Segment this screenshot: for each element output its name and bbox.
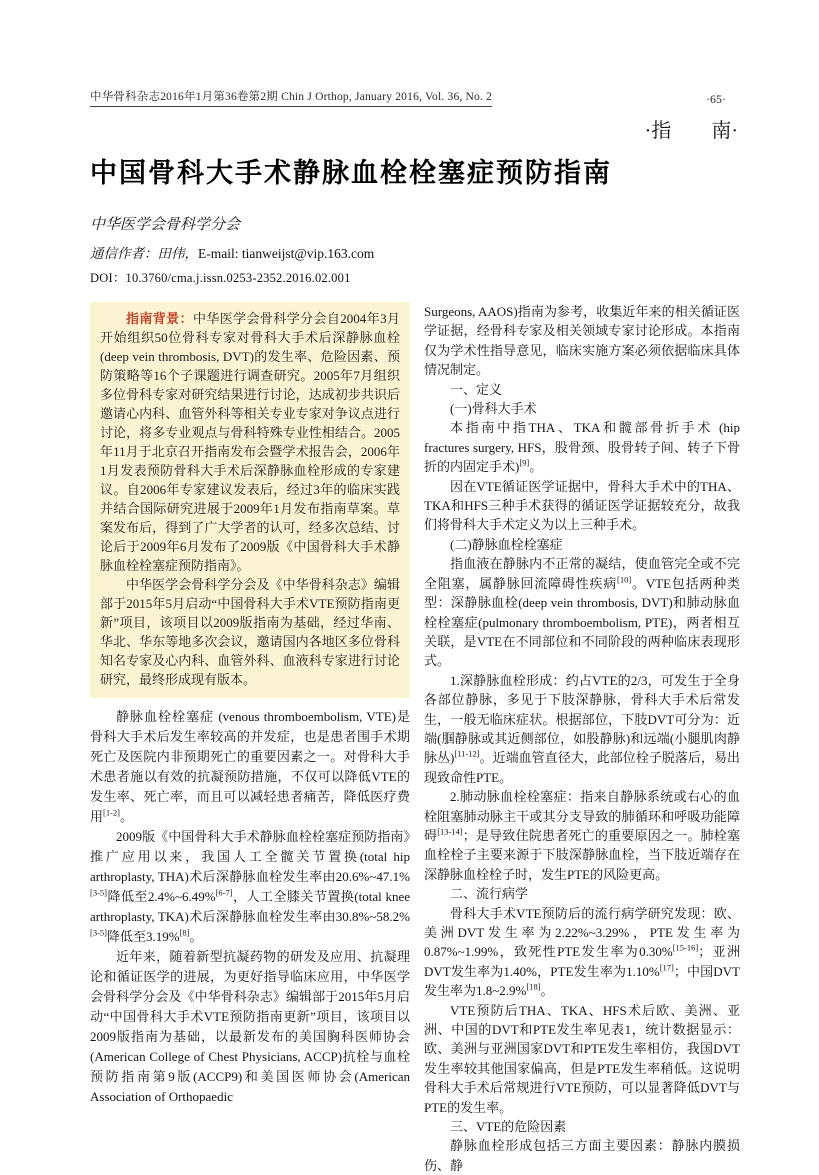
text-segment: 三、VTE的危险因素 [450, 1119, 567, 1135]
text-segment: ；中国DVT发生率为1.8~2.9% [424, 963, 740, 999]
reference-superscript: [15-16] [672, 943, 699, 954]
section-tag: ·指 南· [644, 120, 738, 142]
text-segment: VTE预防后THA、TKA、HFS术后欧、美洲、亚洲、中国的DVT和PTE发生率见表1，统计数据显示：欧、美洲与亚洲国家DVT和PTE发生率相仿，我国DVT发生率较其他国家偏高，但是PTE发生率稍低。这说明骨科大手术后常规进行VTE预防，可以显著降低DVT与PTE的发生率。 [424, 1002, 740, 1115]
text-segment: ；是导致住院患者死亡的重要原因之一。肺栓塞血栓栓子主要来源于下肢深静脉血栓，当下肢近端存在深静脉血栓栓子时，发生PTE的风险更高。 [424, 827, 740, 882]
background-paragraph [100, 309, 400, 575]
doi-line: DOI：10.3760/cma.j.issn.0253-2352.2016.02.001 [90, 271, 351, 285]
two-column-body [90, 302, 740, 1175]
text-segment: 2.肺动脉血栓栓塞症：指来自静脉系统或右心的血栓阻塞肺动脉主干或其分支导致的肺循环和呼吸功能障碍 [424, 789, 740, 843]
body-paragraph [424, 904, 740, 1001]
text-segment: 静脉血栓形成包括三方面主要因素：静脉内膜损伤、静 [424, 1138, 740, 1173]
reference-superscript: [13-14] [437, 826, 463, 837]
text-segment: Surgeons, AAOS)指南为参考，收集近年来的相关循证医学证据，经骨科专家及相关领域专家讨论形成。本指南仅为学术性指导意见，临床实施方案必须依据临床具体情况制定。 [424, 304, 740, 378]
author-block [90, 213, 740, 286]
body-paragraph [90, 947, 410, 1107]
text-segment: 骨科大手术VTE预防后的流行病学研究发现：欧、美洲DVT发生率为2.22%~3.29%，PTE发生率为0.87%~1.99%，致死性PTE发生率为0.30% [424, 905, 740, 960]
text-segment: ；亚洲DVT发生率为1.40%，PTE发生率为1.10% [424, 944, 740, 979]
right-column [424, 302, 740, 1175]
text-segment: 。VTE包括两种类型：深静脉血栓(deep vein thrombosis, DVT)和肺动脉血栓栓塞症(pulmonary thromboembolism, PTE)，两者相互关联，是VTE在不同部位和不同阶段的两种临床表现形式。 [424, 575, 740, 669]
reference-superscript: [10] [617, 574, 632, 585]
text-segment: 降低至3.19% [107, 929, 180, 944]
text-segment: 。 [120, 809, 134, 824]
text-segment: 通信作者：田伟， [90, 246, 198, 261]
text-segment: 指血液在静脉内不正常的凝结，使血管完全或不完全阻塞，属静脉回流障碍性疾病 [424, 556, 740, 591]
section-heading [424, 884, 740, 903]
reference-superscript: [3-5] [90, 927, 107, 938]
reference-superscript: [9] [519, 457, 530, 468]
background-paragraph [100, 575, 400, 689]
text-segment: 近年来，随着新型抗凝药物的研发及应用、抗凝理论和循证医学的进展，为更好指导临床应用，中华医学会骨科学分会及《中华骨科杂志》编辑部于2015年5月启动“中国骨科大手术VTE预防指南更新”项目，该项目以2009版指南为基础，以最新发布的美国胸科医师协会(American College of Chest Physicians, ACCP)抗栓与血栓预防指南第9版(ACCP9)和美国医师协会(American Association of Orthopaedic [90, 949, 410, 1104]
left-column [90, 302, 410, 1175]
reference-superscript: [18] [526, 981, 541, 992]
text-segment: (二)静脉血栓栓塞症 [450, 536, 563, 552]
reference-superscript: [6-7] [215, 887, 233, 898]
body-paragraph [424, 671, 740, 787]
text-segment: (一)骨科大手术 [450, 401, 537, 417]
body-paragraph [424, 1001, 740, 1117]
text-segment: 一、定义 [450, 381, 503, 397]
correspondence-line [90, 242, 740, 262]
page-header [90, 88, 740, 107]
body-paragraph [424, 787, 740, 884]
body-paragraph [424, 1136, 740, 1175]
reference-superscript: [3-5] [90, 887, 107, 898]
section-heading [424, 380, 740, 399]
text-segment: 二、流行病学 [450, 886, 529, 902]
reference-superscript: [8] [179, 927, 190, 938]
text-segment: 。近端血管直径大，此部位栓子脱落后，易出现致命性PTE。 [424, 750, 740, 785]
text-segment: 。 [529, 459, 543, 475]
guideline-background-box [90, 302, 410, 698]
text-segment: 中华医学会骨科学分会及《中华骨科杂志》编辑部于2015年5月启动“中国骨科大手术VTE预防指南更新”项目，该项目以2009版指南为基础，经过华南、华北、华东等地多次会议，邀请国内各地区多位骨科知名专家及心内科、血管外科、血液科专家进行讨论研究，最终形成现有版本。 [100, 577, 400, 687]
text-segment: 因在VTE循证医学证据中，骨科大手术中的THA、TKA和HFS三种手术获得的循证医学证据较充分，故我们将骨科大手术定义为以上三种手术。 [424, 478, 740, 533]
text-segment: 本指南中指THA、TKA和髋部骨折手术 (hip fractures surgery, HFS，股骨颈、股骨转子间、转子下骨折的内固定手术) [424, 420, 740, 475]
text-segment: 中华医学会骨科学分会自2004年3月开始组织50位骨科专家对骨科大手术后深静脉血栓(deep vein thrombosis, DVT)的发生率、危险因素、预防策略等16个子课题进行调查研究。2005年7月组织多位骨科专家对研究结果进行讨论，达成初步共识后邀请心内科、血管外科等相关专业专家对争议点进行讨论，将多专业观点与骨科特殊专业性相结合。2005年11月于北京召开指南发布会暨学术报告会，2006年1月发表预防骨科大手术后深静脉血栓形成的专家建议。自2006年专家建议发表后，经过3年的临床实践并结合国际研究进展于2009年1月发布指南草案。草案发布后，得到了广大学者的认可，经多次总结、讨论后于2009年6月发布了2009版《中国骨科大手术静脉血栓栓塞症预防指南》。 [100, 311, 400, 573]
journal-citation: 中华骨科杂志2016年1月第36卷第2期 Chin J Orthop, January 2016, Vol. 36, No. 2 [90, 88, 492, 107]
text-segment: E-mail: tianweijst@vip.163.com [198, 246, 375, 261]
body-paragraph [424, 477, 740, 535]
page-content [90, 88, 740, 1175]
body-paragraph [424, 418, 740, 476]
text-segment: 静脉血栓栓塞症 (venous thromboembolism, VTE)是骨科大手术后发生率较高的并发症，也是患者围手术期死亡及医院内非预期死亡的重要因素之一。对骨科大手术患者施以有效的抗凝预防措施，不仅可以降低VTE的发生率、死亡率，而且可以减轻患者痛苦，降低医疗费用 [90, 709, 410, 824]
reference-superscript: [1-2] [103, 807, 121, 818]
section-heading [424, 1117, 740, 1136]
reference-superscript: [17] [659, 962, 674, 973]
body-paragraph [90, 827, 410, 947]
section-heading [424, 399, 740, 418]
text-segment: 1.深静脉血栓形成：约占VTE的2/3，可发生于全身各部位静脉，多见于下肢深静脉，骨科大手术后常发生，一般无临床症状。根据部位，下肢DVT可分为：近端(腘静脉或其近侧部位，如股静脉)和远端(小腿肌肉静脉丛) [424, 672, 740, 766]
text-segment: 。 [189, 929, 203, 944]
section-heading [424, 535, 740, 554]
text-segment: 降低至2.4%~6.49% [107, 889, 216, 904]
body-paragraph [424, 554, 740, 670]
reference-superscript: [11-12] [454, 749, 480, 760]
page-number: ·65· [706, 92, 726, 106]
text-segment: 指南背景： [126, 311, 193, 326]
text-segment: ，人工全膝关节置换(total knee arthroplasty, TKA)术后深静脉血栓发生率由30.8%~58.2% [90, 889, 410, 924]
text-segment: 2009版《中国骨科大手术静脉血栓栓塞症预防指南》推广应用以来，我国人工全髋关节置换(total hip arthroplasty, THA)术后深静脉血栓发生率由20.6%~47.1% [90, 829, 410, 884]
body-paragraph [90, 707, 410, 827]
text-segment: 。 [540, 983, 554, 999]
article-title: 中国骨科大手术静脉血栓栓塞症预防指南 [90, 158, 612, 188]
body-paragraph [424, 302, 740, 380]
author-affiliation: 中华医学会骨科学分会 [90, 217, 241, 233]
